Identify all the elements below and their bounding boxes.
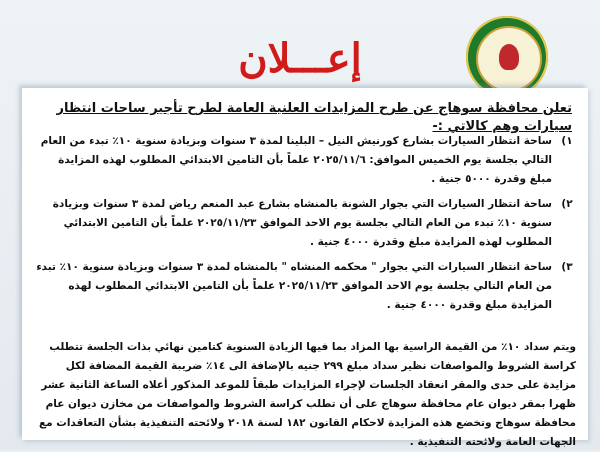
items-list — [34, 132, 576, 321]
announcement-sheet — [22, 88, 588, 448]
announcement-heading: تعلن محافظة سوهاج عن طرح المزايدات العلنية العامة لطرح تأجير ساحات انتظار سيارات وهم كالاتي :- — [56, 101, 572, 134]
governorate-seal-logo — [466, 16, 548, 98]
item-text: ساحة انتظار السيارات التي بجوار الشونة بالمنشاه بشارع عبد المنعم رياض لمدة ٣ سنوات وبزيادة سنوية ١٠٪ تبدء من العام التالي بجلسة يوم الاحد الموافق ٢٠٢٥/١١/٢٣ علماً بأن التامين الابتدائي المطلوب لهذه المزايدة مبلغ وقدرة ٤٠٠٠ جنية . — [52, 198, 552, 248]
terms-paragraph: ويتم سداد ١٠٪ من القيمة الراسية بها المزاد بما فيها الزيادة السنوية كتامين نهائي بذات الجلسة تتطلب كراسة الشروط والمواصفات نظير سداد مبلغ ٢٩٩ جنيه بالإضافة الى ١٤٪ ضريبة القيمة المضافة لكل مزايدة على حدى والمقر انعقاد الجلسات لإجراء المزايدات طبقاً للموعد المذكور أعلاه الساعة الثانية عشر ظهرا بمقر ديوان عام محافظة سوهاج على أن تطلب كراسة الشروط والمواصفات من مخازن ديوان عام محافظة سوهاج وتخضع هذه المزايدة لاحكام القانون ١٨٢ لسنة ٢٠١٨ ولائحته التنفيذية بشأن التعاقدات مع الجهات العامة ولائحته التنفيذية . — [38, 341, 576, 448]
item-number: ٣) — [561, 261, 573, 273]
item-number: ١) — [561, 135, 573, 147]
item-text: ساحة انتظار السيارات بشارع كورنيش النيل – البلينا لمدة ٣ سنوات وبزيادة سنوية ١٠٪ تبدء من العام التالي بجلسة يوم الخميس الموافق: ٢٠٢٥/١١/٦ علماً بأن التامين الابتدائي المطلوب لهذه المزايدة مبلغ وقدرة ٥٠٠٠ جنية . — [40, 135, 552, 185]
seal-inner-ring — [476, 26, 542, 92]
seal-emblem-icon — [499, 44, 519, 70]
list-item — [34, 195, 576, 252]
list-item — [34, 258, 576, 315]
list-item — [34, 132, 576, 189]
item-text: ساحة انتظار السيارات التي بجوار " محكمه المنشاه " بالمنشاه لمدة ٣ سنوات وبزيادة سنوية ١٠٪ تبدء من العام التالي بجلسة يوم الاحد الموافق ٢٠٢٥/١١/٢٣ علماً بأن التامين الابتدائي المطلوب لهذه المزايدة مبلغ وقدرة ٤٠٠٠ جنية . — [36, 261, 552, 311]
announcement-title: إعـــلان — [238, 35, 362, 82]
item-number: ٢) — [561, 198, 573, 210]
